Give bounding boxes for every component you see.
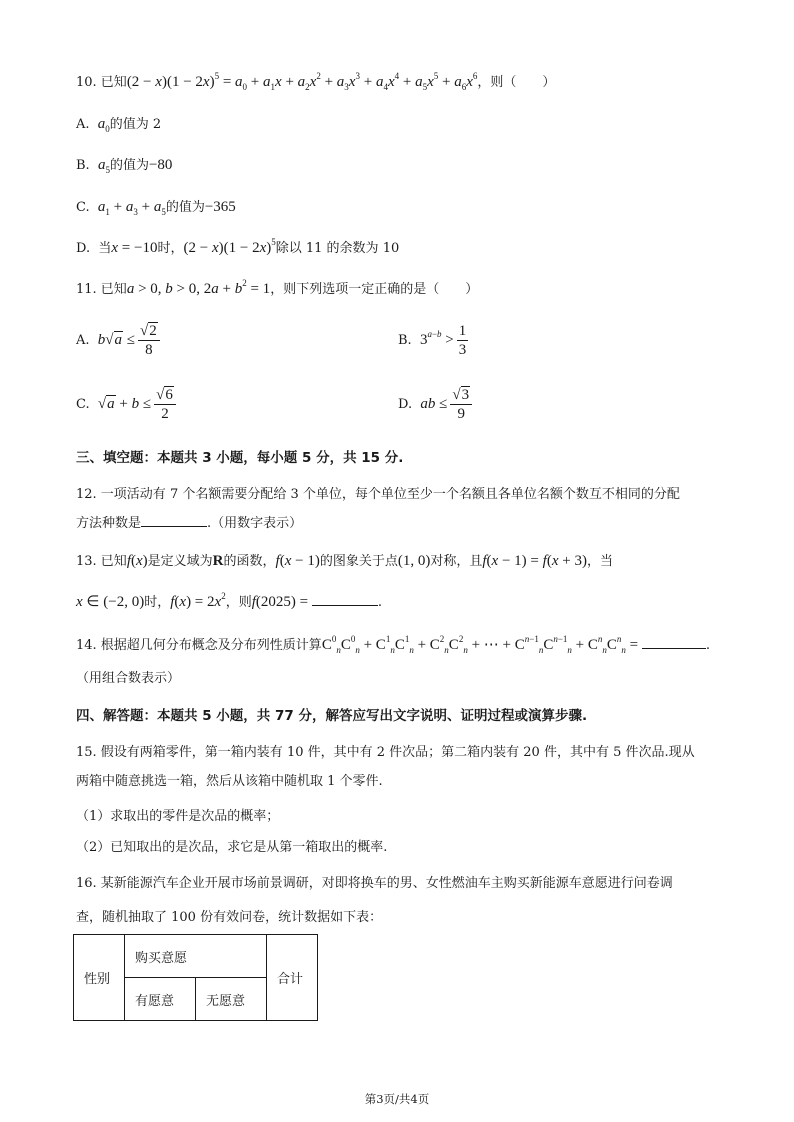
q10-option-c: C. $a_1 + a_3 + a_5$的值为−365 bbox=[76, 199, 236, 217]
q15-line2: 两箱中随意挑选一箱，然后从该箱中随机取 1 个零件. bbox=[76, 774, 383, 789]
survey-table bbox=[73, 934, 318, 1021]
q11-option-c: C. √a + b ≤ $\frac{√6}{2}$ bbox=[76, 386, 176, 423]
q13-answer-blank[interactable] bbox=[312, 592, 378, 606]
q15-part2: （2）已知取出的是次品，求它是从第一箱取出的概率. bbox=[76, 840, 388, 855]
q11-option-d: D. ab ≤ $\frac{√3}{9}$ bbox=[398, 386, 472, 423]
header-gender: 性别 bbox=[74, 935, 125, 1021]
q10-option-d: D. 当x = −10时，$(2 - x)(1 - 2x)^5$除以 11 的余数为 10 bbox=[76, 237, 400, 256]
page-footer: 第3页/共4页 bbox=[364, 1092, 430, 1106]
q12-answer-blank[interactable] bbox=[141, 513, 207, 527]
q15-line1: 15. 假设有两箱零件，第一箱内装有 10 件，其中有 2 件次品；第二箱内装有 20 件，其中有 5 件次品.现从 bbox=[76, 745, 695, 760]
q11-option-b: B. $3^{a-b}$ > $\frac{1}{3}$ bbox=[398, 323, 467, 358]
q14-line1: 14. 根据超几何分布概念及分布列性质计算$C^0_nC^0_n + C^1_nC^1_n + C^2_nC^2_n$ + ⋯ + $C^{n-1}_nC^{n-1}_n + C^n_nC^n_n$ = . bbox=[76, 634, 711, 655]
q10-equation: $(2 - x)(1 - 2x)^5 = a_0 + a_1x + a_2x^2 + a_3x^3 + a_4x^4 + a_5x^5 + a_6x^6$ bbox=[126, 71, 478, 92]
q14-line2: （用组合数表示） bbox=[76, 671, 181, 686]
section3-title: 三、填空题：本题共 3 小题，每小题 5 分，共 15 分. bbox=[76, 450, 404, 466]
q10-option-a: A. $a_0$的值为 2 bbox=[76, 116, 162, 134]
q14-expression: $C^0_nC^0_n + C^1_nC^1_n + C^2_nC^2_n$ + ⋯ + $C^{n-1}_nC^{n-1}_n + C^n_nC^n_n$ = bbox=[321, 634, 642, 655]
q11-option-a: A. b√a ≤ $\frac{√2}{8}$ bbox=[76, 322, 160, 359]
q14-answer-blank[interactable] bbox=[642, 635, 706, 649]
header-willing: 有愿意 bbox=[125, 978, 196, 1021]
q12-line2: 方法种数是 .（用数字表示） bbox=[76, 513, 302, 534]
section4-title: 四、解答题：本题共 5 小题，共 77 分，解答应写出文字说明、证明过程或演算步骤. bbox=[76, 708, 588, 724]
q10-option-b: B. $a_5$的值为−80 bbox=[76, 157, 173, 175]
header-intention: 购买意愿 bbox=[125, 935, 267, 978]
q11-stem: 11. 已知a > 0, b > 0, $2a + b^2 = 1$，则下列选项一定正确的是（ ） bbox=[76, 278, 479, 297]
q15-part1: （1）求取出的零件是次品的概率； bbox=[76, 809, 280, 824]
q16-line1: 16. 某新能源汽车企业开展市场前景调研，对即将换车的男、女性燃油车主购买新能源车意愿进行问卷调 bbox=[76, 876, 673, 891]
q13-line1: 13. 已知f(x)是定义域为R的函数，f(x − 1)的图象关于点(1, 0)对称，且f(x − 1) = f(x + 3)，当 bbox=[76, 553, 613, 569]
header-total: 合计 bbox=[267, 935, 318, 1021]
q13-line2: x ∈ (−2, 0)时，$f(x) = 2x^2$，则f(2025) = . bbox=[76, 591, 382, 610]
q10-stem: 10. 已知$(2 - x)(1 - 2x)^5 = a_0 + a_1x + a_2x^2 + a_3x^3 + a_4x^4 + a_5x^5 + a_6x^6$，则（ ） bbox=[76, 71, 556, 92]
header-unwilling: 无愿意 bbox=[196, 978, 267, 1021]
q16-line2: 查，随机抽取了 100 份有效问卷，统计数据如下表： bbox=[76, 910, 383, 925]
q12-line1: 12. 一项活动有 7 个名额需要分配给 3 个单位，每个单位至少一个名额且各单位名额个数互不相同的分配 bbox=[76, 487, 680, 502]
